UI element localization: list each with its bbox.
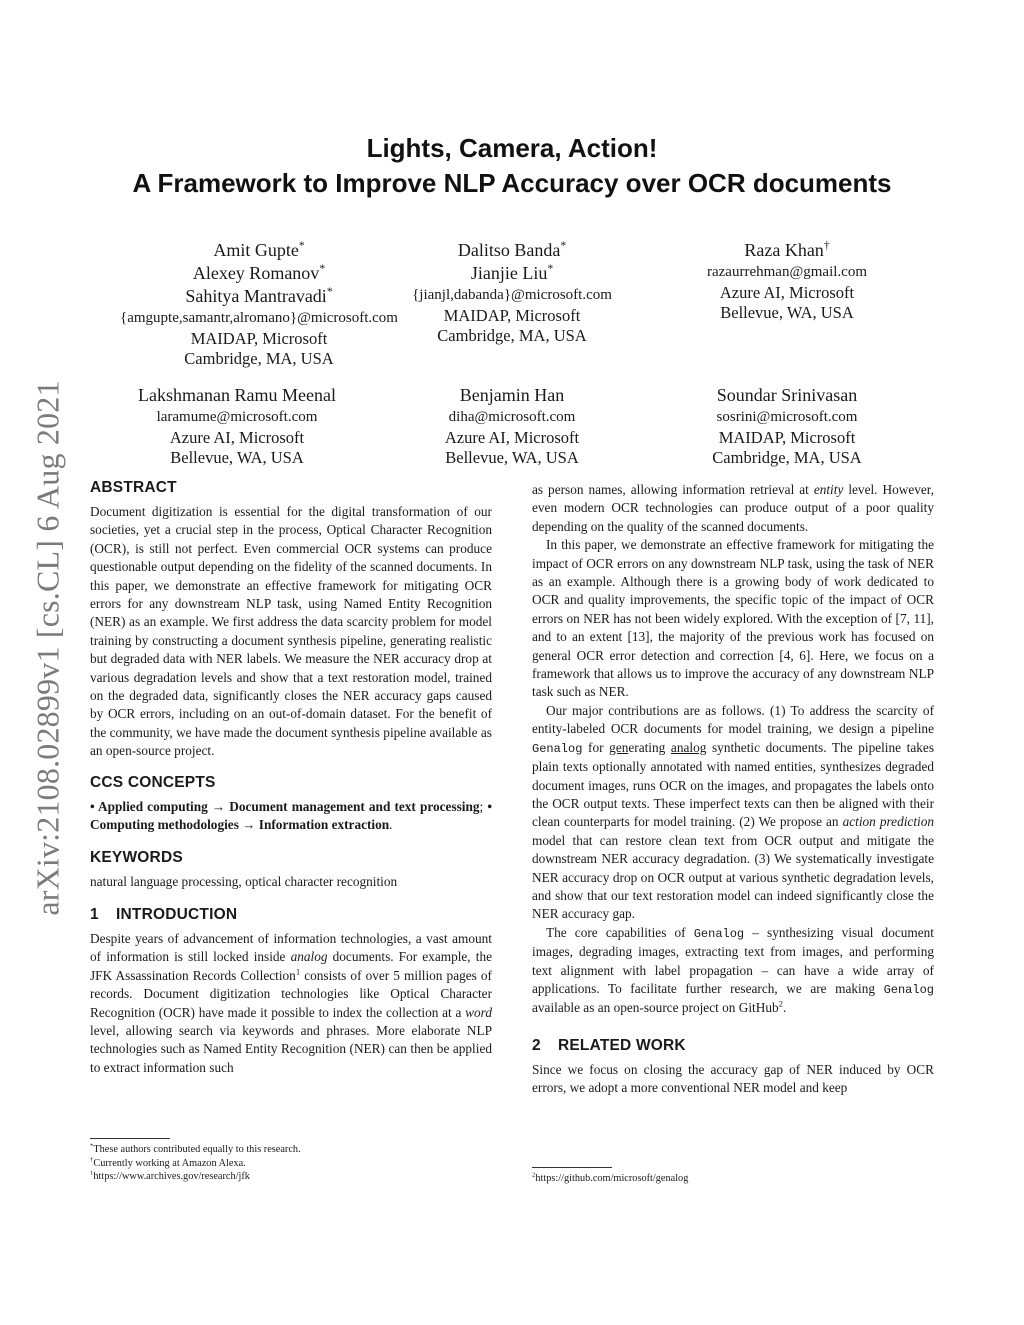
author-email: laramume@microsoft.com	[156, 409, 318, 425]
author-location: Bellevue, WA, USA	[720, 303, 854, 322]
author-org: MAIDAP, Microsoft	[443, 305, 581, 325]
related-work-heading: 2 RELATED WORK	[532, 1036, 686, 1054]
author-name: Jianjie Liu	[470, 263, 548, 283]
author-org: MAIDAP, Microsoft	[190, 328, 328, 348]
footnote: $^1$https://www.archives.gov/research/jfk	[90, 1169, 250, 1182]
footnote-rule-right	[532, 1167, 612, 1168]
author-email: sosrini@microsoft.com	[716, 409, 858, 425]
author-name: Raza Khan	[744, 240, 824, 260]
ccs-text: • Applied computing → Document management and text processing; • Computing methodologies → Information extraction.	[90, 798, 492, 833]
author-name: Benjamin Han	[459, 385, 565, 405]
ccs-heading: CCS CONCEPTS	[90, 773, 216, 791]
intro-paragraph: Despite years of advancement of information technologies, a vast amount of information is still locked inside analog documents. For example, the JFK Assassination Records Collection$^1$ consists of over 5 million pages of records. Document digitization technologies like Optical Character Recognition (OCR) have made it possible to index the collection at a word level, allowing search via keywords and phrases. More elaborate NLP technologies such as Named Entity Recognition (NER) can then be applied to extract information such	[90, 930, 492, 1075]
footnotes-left	[90, 1143, 301, 1184]
author-org: MAIDAP, Microsoft	[718, 427, 856, 447]
author-group-4	[138, 384, 336, 469]
author-name: Dalitso Banda	[457, 240, 561, 260]
author-group-3: Raza Khan† razaurrehman@gmail.com Azure AI, Microsoft Bellevue, WA, USA	[707, 239, 867, 322]
intro-continuation: as person names, allowing information retrieval at entity level. However, even modern OCR technologies can produce output of a poor quality depending on the quality of the scanned documents.	[532, 482, 934, 534]
keywords-heading: KEYWORDS	[90, 848, 183, 866]
footnotes-right	[532, 1172, 688, 1186]
title-line-2: A Framework to Improve NLP Accuracy over OCR documents	[132, 168, 892, 198]
author-location: Bellevue, WA, USA	[445, 448, 579, 467]
related-work-text: Since we focus on closing the accuracy gap of NER induced by OCR errors, we adopt a more conventional NER model and keep	[532, 1061, 934, 1096]
author-email: razaurrehman@gmail.com	[707, 264, 867, 280]
author-location: Cambridge, MA, USA	[437, 326, 587, 345]
left-column	[90, 478, 492, 1077]
author-org: Azure AI, Microsoft	[719, 282, 855, 302]
title-line-1: Lights, Camera, Action!	[366, 133, 658, 163]
author-name: Alexey Romanov	[192, 263, 320, 283]
right-column	[532, 481, 934, 1098]
author-location: Cambridge, MA, USA	[184, 349, 334, 368]
author-org: Azure AI, Microsoft	[169, 427, 305, 447]
footnote-rule-left	[90, 1138, 170, 1139]
footnote: *These authors contributed equally to this research.	[90, 1142, 301, 1155]
author-location: Cambridge, MA, USA	[712, 448, 862, 467]
author-email: diha@microsoft.com	[448, 409, 576, 425]
author-email: {amgupte,samantr,alromano}@microsoft.com	[120, 310, 398, 326]
author-name: Sahitya Mantravadi	[185, 286, 327, 306]
author-group-5	[445, 384, 579, 469]
author-group-1: Amit Gupte* Alexey Romanov* Sahitya Mantravadi* {amgupte,samantr,alromano}@microsoft.com MAIDAP, Microsoft Cambridge, MA, USA	[120, 239, 398, 368]
footnote: †Currently working at Amazon Alexa.	[90, 1156, 246, 1169]
author-name: Lakshmanan Ramu Meenal	[138, 385, 336, 405]
author-location: Bellevue, WA, USA	[170, 448, 304, 467]
intro-paragraph-4: The core capabilities of Genalog – synthesizing visual document images, degrading images, extracting text from images, and performing text alignment with label propagation – can have a wide array of applications. To facilitate further research, we are making Genalog available as an open-source project on GitHub$^2$.	[532, 924, 934, 1016]
footnote: $^2$https://github.com/microsoft/genalog	[532, 1171, 689, 1184]
author-name: Soundar Srinivasan	[716, 385, 858, 405]
abstract-heading: ABSTRACT	[90, 479, 177, 496]
intro-paragraph-2: In this paper, we demonstrate an effective framework for mitigating the impact of OCR errors on any downstream NLP task, using the task of NER as an example. Although there is a growing body of work dedicated to OCR and quality improvements, the specific topic of the impact of OCR errors on NER has not been widely explored. With the exception of [7, 11], and to an extent [13], the majority of the previous work has focused on general OCR error detection and correction [4, 6]. Here, we focus on a framework that allows us to improve the accuracy of any downstream NLP task such as NER.	[532, 537, 934, 700]
keywords-text: natural language processing, optical character recognition	[90, 873, 398, 889]
author-name: Amit Gupte	[213, 240, 299, 260]
arxiv-identifier: arXiv:2108.02899v1 [cs.CL] 6 Aug 2021	[29, 380, 66, 916]
paper-title	[0, 131, 1024, 201]
author-group-2: Dalitso Banda* Jianjie Liu* {jianjl,dabanda}@microsoft.com MAIDAP, Microsoft Cambridge, MA, USA	[412, 239, 612, 345]
abstract-text: Document digitization is essential for the digital transformation of our societies, yet a crucial step in the process, Optical Character Recognition (OCR), is still not perfect. Even commercial OCR systems can produce questionable output depending on the fidelity of the scanned documents. In this paper, we demonstrate an effective framework for mitigating OCR errors for any downstream NLP task, using Named Entity Recognition (NER) as an example. We first address the data scarcity problem for model training by constructing a document synthesis pipeline, generating realistic but degraded data with NER labels. We measure the NER accuracy drop at various degradation levels and show that a text restoration model, trained on the degraded data, significantly closes the NER accuracy gaps caused by OCR errors, including on an out-of-domain dataset. For the benefit of the community, we have made the document synthesis pipeline available as an open-source project.	[90, 504, 492, 759]
author-org: Azure AI, Microsoft	[444, 427, 580, 447]
author-email: {jianjl,dabanda}@microsoft.com	[412, 287, 612, 303]
author-group-6	[712, 384, 861, 469]
intro-paragraph-3: Our major contributions are as follows. (1) To address the scarcity of entity-labeled OCR documents for model training, we design a pipeline Genalog for generating analog synthetic documents. The pipeline takes plain texts optionally annotated with named entities, synthesizes degraded document images, runs OCR on the images, and propagates the labels onto the OCR output texts. These imperfect texts can then be aligned with their clean counterparts for model training. (2) We propose an action prediction model that can restore clean text from OCR output and mitigate the downstream NER accuracy degradation. (3) We systematically investigate NER accuracy drop on OCR output at various synthetic degradation levels, and show that our text restoration model can indeed significantly close the NER accuracy gap.	[532, 702, 935, 922]
intro-heading: 1 INTRODUCTION	[90, 905, 238, 923]
